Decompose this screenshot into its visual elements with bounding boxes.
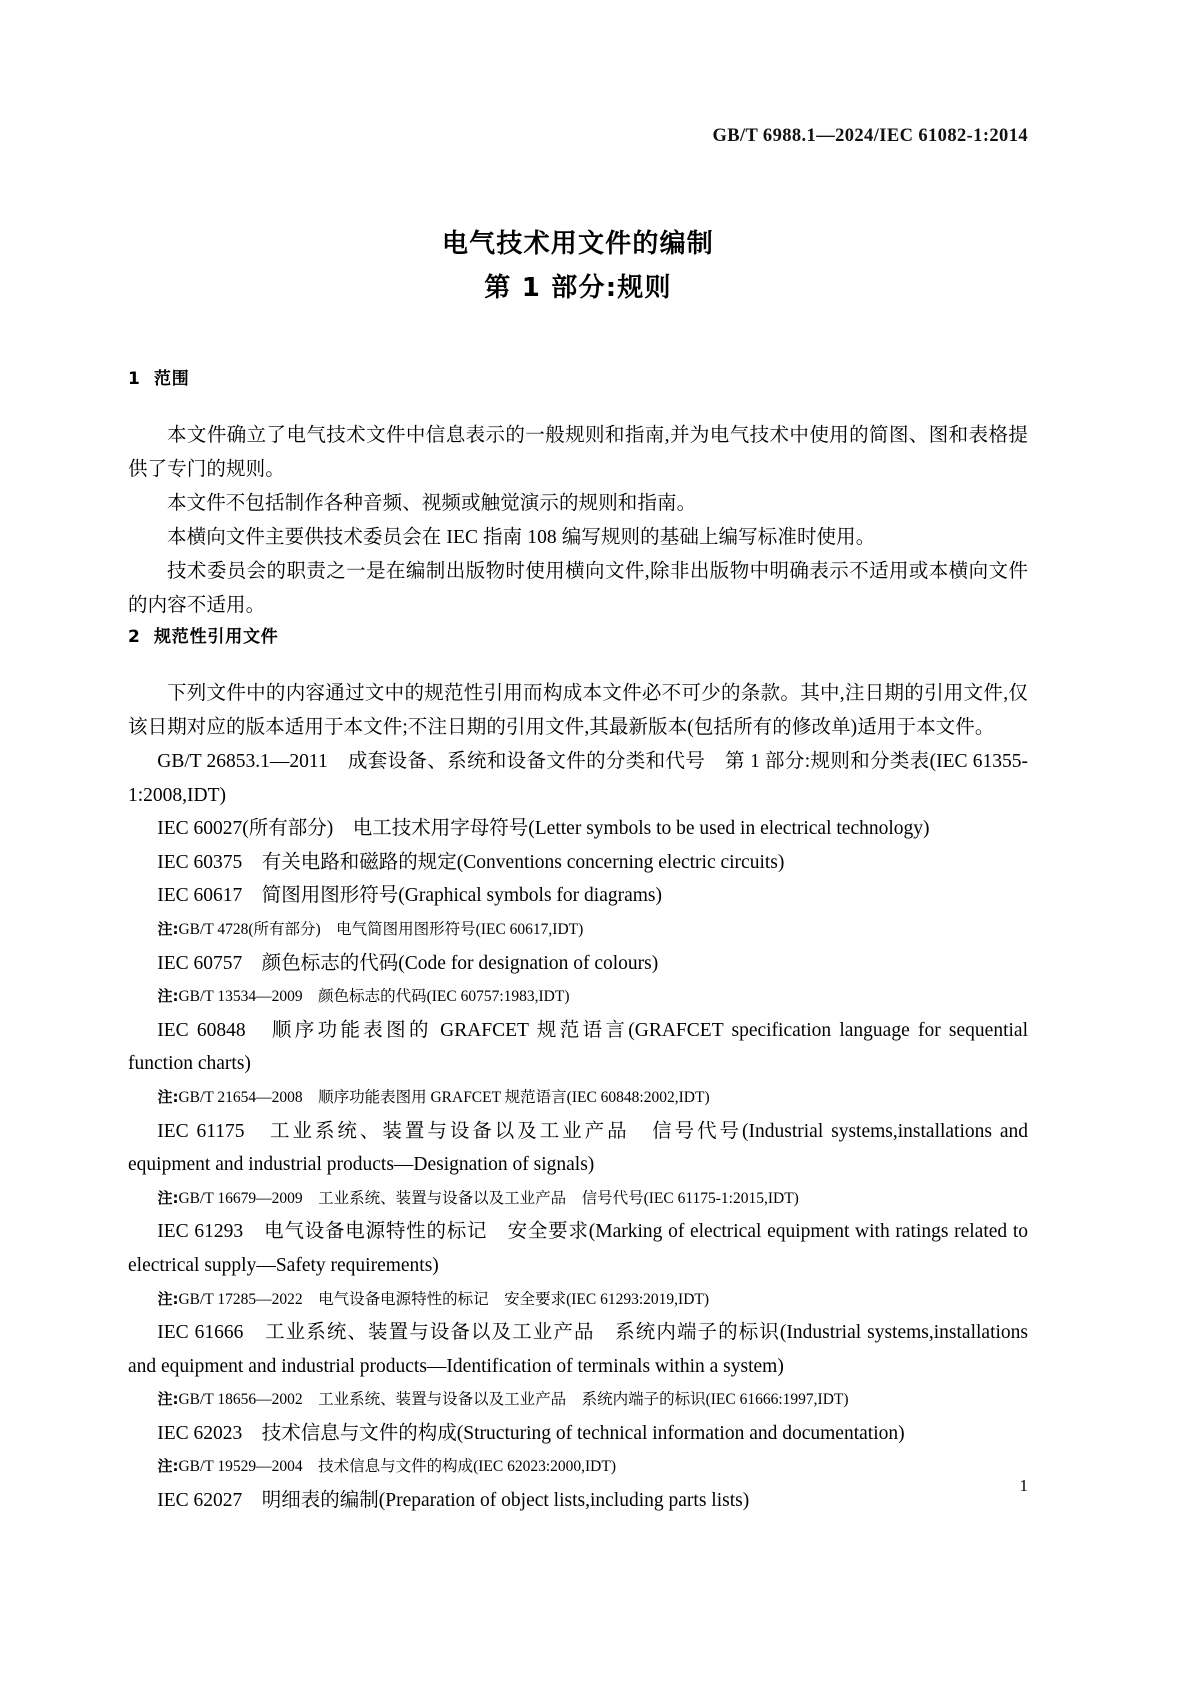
- reference-entry: IEC 61175 工业系统、装置与设备以及工业产品 信号代号(Industrial systems,installations and equipment and industrial products—Designation of signals): [128, 1120, 1028, 1176]
- reference-entry: IEC 61666 工业系统、装置与设备以及工业产品 系统内端子的标识(Industrial systems,installations and equipment and industrial products—Identification of terminals within a system): [128, 1322, 1028, 1377]
- reference-entry: IEC 60617 简图用图形符号(Graphical symbols for diagrams): [157, 885, 663, 907]
- section-scope: [128, 364, 1028, 623]
- reference-note: [128, 980, 1028, 1014]
- section-2-title: 规范性引用文件: [154, 627, 279, 647]
- reference-entry: IEC 60848 顺序功能表图的 GRAFCET 规范语言(GRAFCET specification language for sequential function charts): [128, 1019, 1028, 1075]
- note-text: GB/T 17285—2022 电气设备电源特性的标记 安全要求(IEC 61293:2019,IDT): [178, 1290, 710, 1308]
- note-label: 注:: [157, 1087, 179, 1106]
- note-text: GB/T 13534—2009 颜色标志的代码(IEC 60757:1983,IDT): [178, 988, 570, 1006]
- section-2-number: 2: [128, 627, 141, 647]
- scope-paragraph-3: 本横向文件主要供技术委员会在 IEC 指南 108 编写规则的基础上编写标准时使用。: [167, 527, 876, 548]
- section-1-title: 范围: [154, 369, 190, 389]
- note-label: 注:: [157, 1188, 179, 1207]
- section-normative-references: [128, 622, 1028, 1518]
- note-label: 注:: [157, 919, 179, 938]
- scope-paragraph-1: 本文件确立了电气技术文件中信息表示的一般规则和指南,并为电气技术中使用的简图、图和表格提供了专门的规则。: [128, 425, 1028, 480]
- reference-entry: IEC 60027(所有部分) 电工技术用字母符号(Letter symbols to be used in electrical technology): [157, 818, 930, 840]
- reference-entry: IEC 60375 有关电路和磁路的规定(Conventions concerning electric circuits): [157, 851, 785, 873]
- reference-entry: IEC 62023 技术信息与文件的构成(Structuring of technical information and documentation): [157, 1422, 905, 1444]
- note-text: GB/T 21654—2008 顺序功能表图用 GRAFCET 规范语言(IEC 60848:2002,IDT): [178, 1088, 710, 1106]
- note-text: GB/T 16679—2009 工业系统、装置与设备以及工业产品 信号代号(IEC 61175-1:2015,IDT): [178, 1189, 799, 1207]
- note-label: 注:: [157, 987, 179, 1006]
- document-title: [128, 222, 1028, 310]
- reference-entry: GB/T 26853.1—2011 成套设备、系统和设备文件的分类和代号 第 1 部分:规则和分类表(IEC 61355-1:2008,IDT): [128, 751, 1028, 806]
- scope-paragraph-2: 本文件不包括制作各种音频、视频或触觉演示的规则和指南。: [167, 493, 697, 514]
- scope-paragraph-4: 技术委员会的职责之一是在编制出版物时使用横向文件,除非出版物中明确表示不适用或本横向文件的内容不适用。: [128, 561, 1028, 616]
- running-header: GB/T 6988.1—2024/IEC 61082-1:2014: [712, 126, 1028, 146]
- title-line-2: 第 1 部分:规则: [484, 273, 672, 303]
- reference-note: [128, 913, 1028, 947]
- note-label: 注:: [157, 1289, 179, 1308]
- note-text: GB/T 4728(所有部分) 电气简图用图形符号(IEC 60617,IDT): [178, 920, 584, 938]
- section-2-heading: [128, 622, 1028, 647]
- reference-entry: IEC 60757 颜色标志的代码(Code for designation of colours): [157, 952, 659, 974]
- note-label: 注:: [157, 1390, 179, 1409]
- reference-note: [128, 1182, 1028, 1216]
- section-1-number: 1: [128, 369, 141, 389]
- reference-note: [128, 1383, 1028, 1417]
- title-line-1: 电气技术用文件的编制: [441, 229, 714, 259]
- section-1-heading: [128, 364, 1028, 389]
- note-label: 注:: [157, 1457, 179, 1476]
- note-text: GB/T 19529—2004 技术信息与文件的构成(IEC 62023:2000,IDT): [178, 1458, 617, 1476]
- reference-list: [128, 745, 1028, 1518]
- page-number: 1: [1019, 1476, 1028, 1495]
- reference-note: [128, 1081, 1028, 1115]
- note-text: GB/T 18656—2002 工业系统、装置与设备以及工业产品 系统内端子的标识(IEC 61666:1997,IDT): [178, 1391, 849, 1409]
- reference-entry: IEC 62027 明细表的编制(Preparation of object lists,including parts lists): [157, 1490, 750, 1512]
- reference-note: [128, 1283, 1028, 1317]
- normative-references-intro: 下列文件中的内容通过文中的规范性引用而构成本文件必不可少的条款。其中,注日期的引用文件,仅该日期对应的版本适用于本文件;不注日期的引用文件,其最新版本(包括所有的修改单)适用于本文件。: [128, 683, 1028, 738]
- reference-entry: IEC 61293 电气设备电源特性的标记 安全要求(Marking of electrical equipment with ratings related to electrical supply—Safety requirements): [128, 1221, 1028, 1276]
